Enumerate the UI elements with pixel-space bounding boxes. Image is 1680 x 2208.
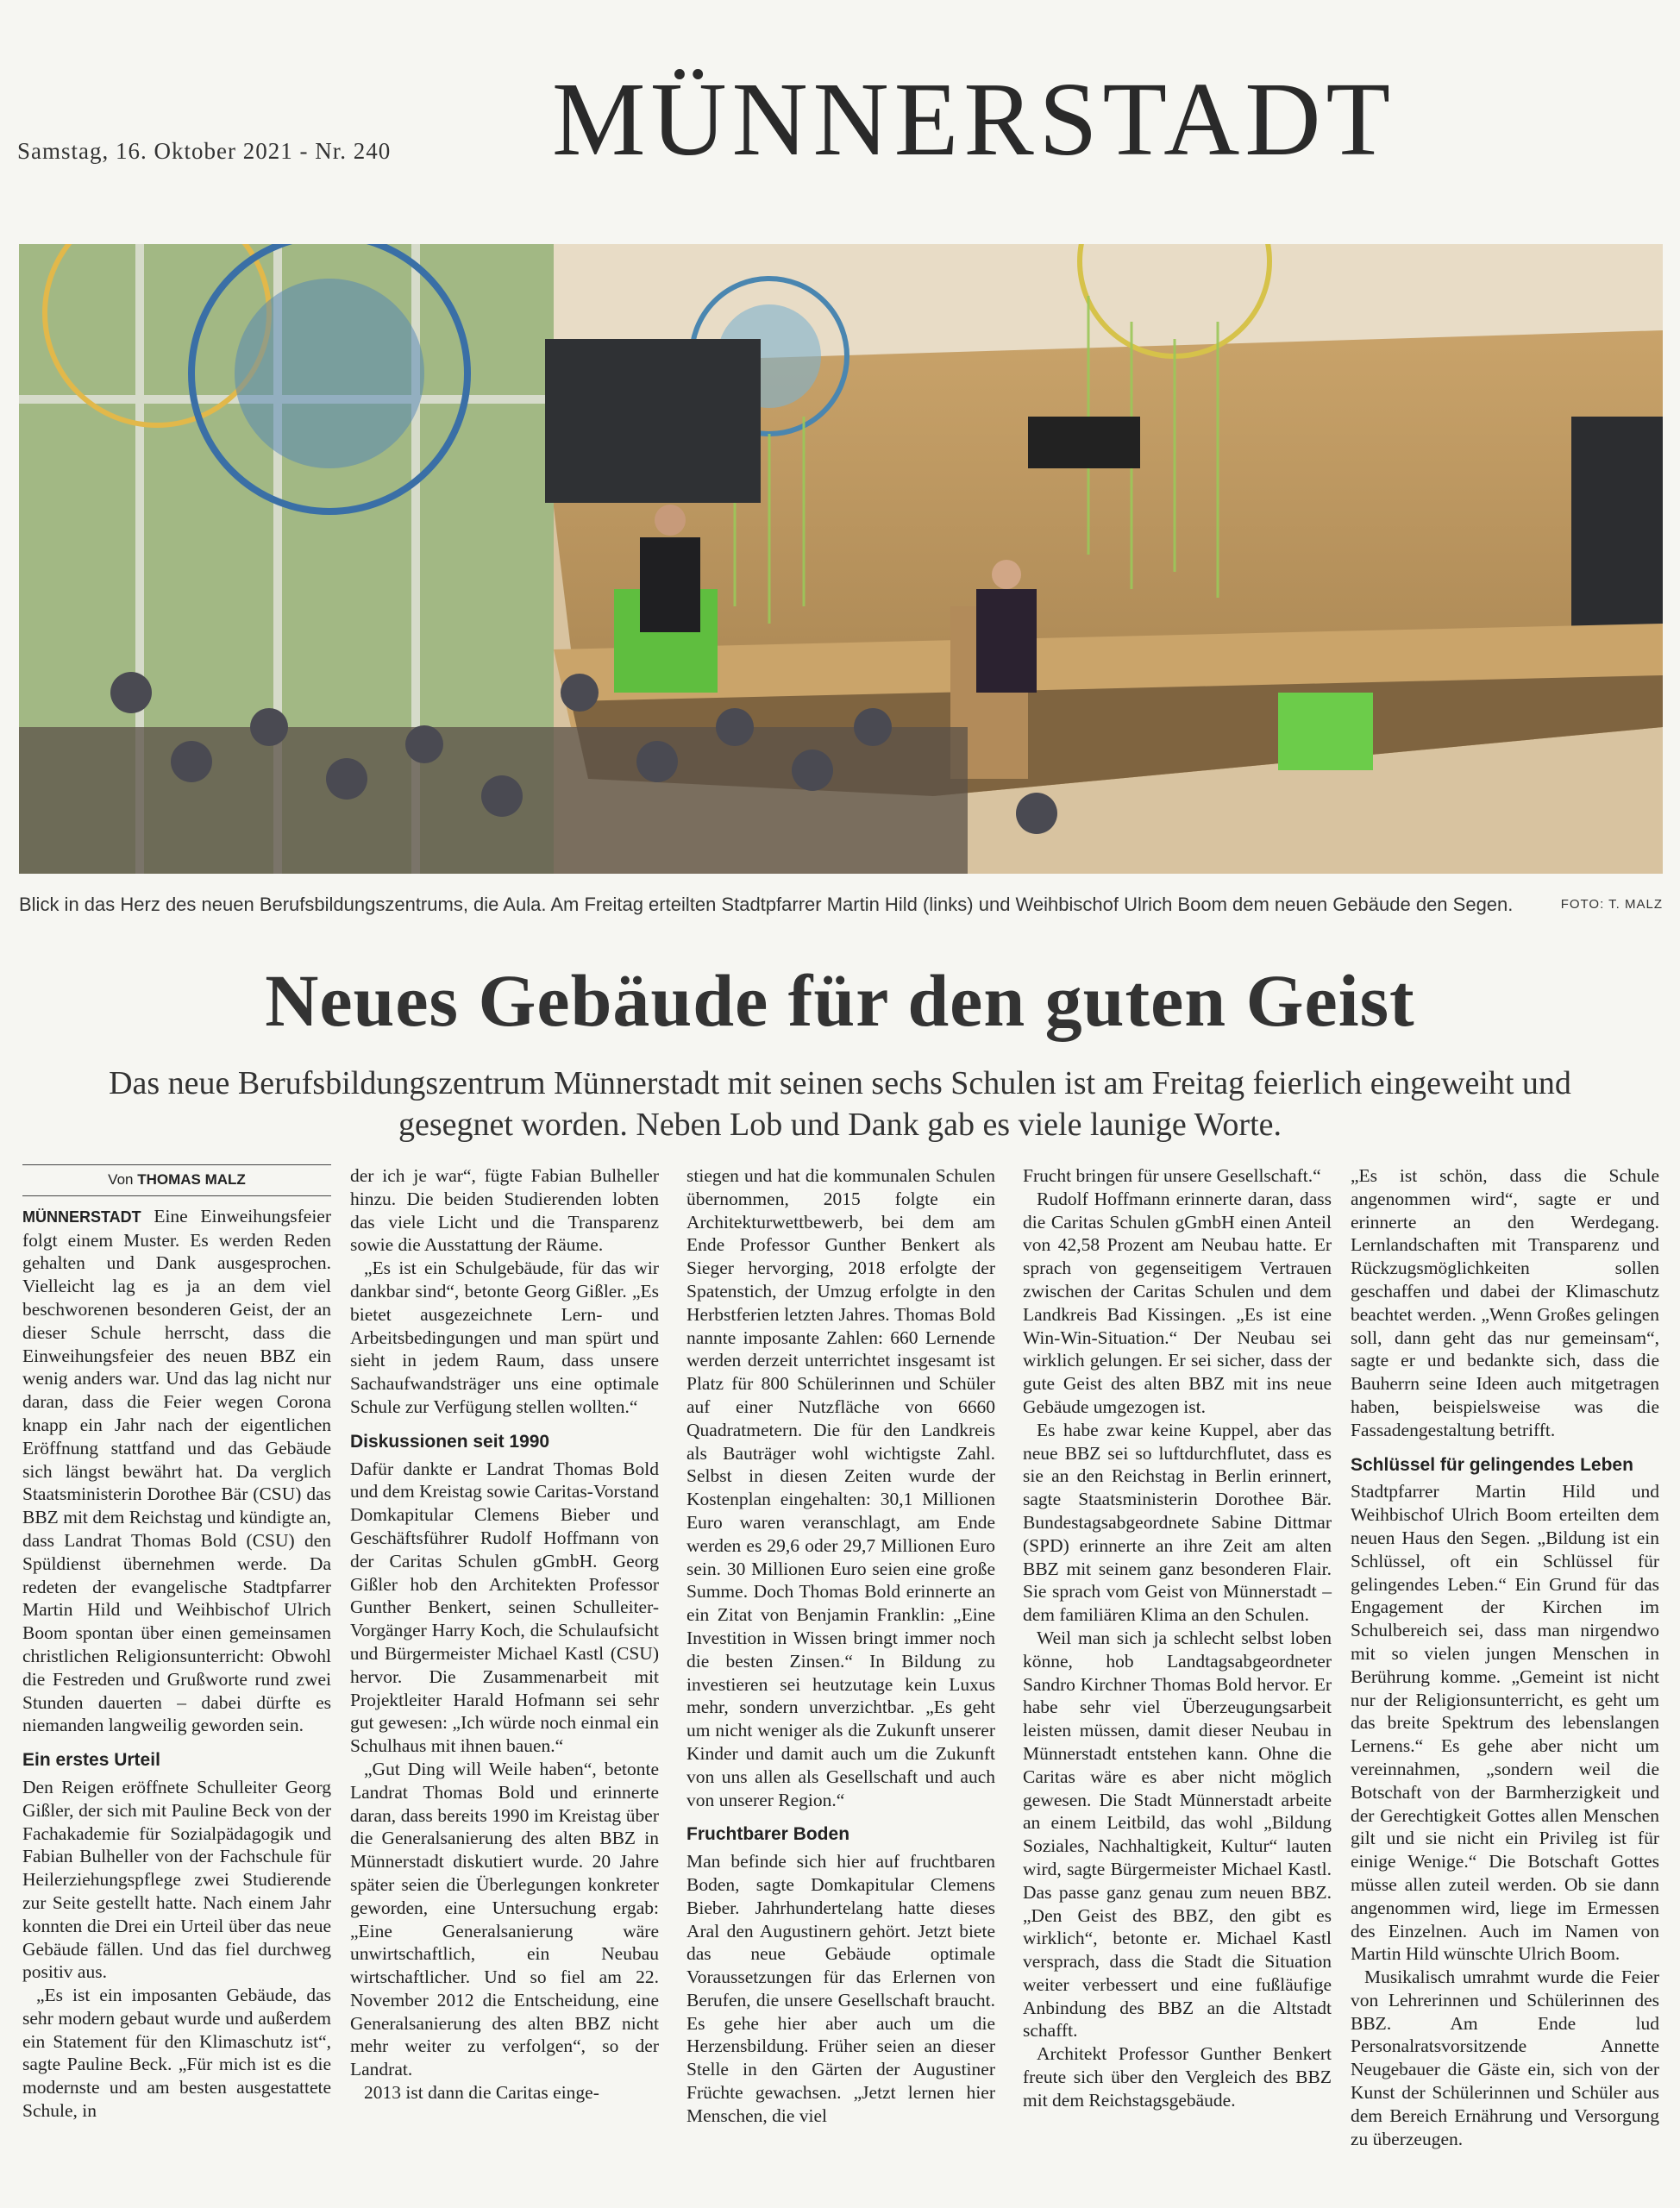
- paragraph: Rudolf Hoffmann erinnerte daran, dass die Caritas Schulen gGmbH einen Anteil von 42,58 Prozent am Neubau hatte. Er sprach von gegenseitigem Vertrauen zwischen der Caritas Schulen und dem Landkreis Bad Kissingen. „Es ist eine Win-Win-Situation.“ Der Neubau sei wirklich gelungen. Er sei sicher, dass der gute Geist des alten BBZ mit ins neue Gebäude umgezogen ist.: [1023, 1188, 1332, 1417]
- subheading: Fruchtbarer Boden: [686, 1824, 850, 1845]
- paragraph: der ich je war“, fügte Fabian Bulheller hinzu. Die beiden Studierenden lobten das viele Licht und die Transparenz sowie die Ausstattung der Räume.: [350, 1165, 659, 1256]
- dateline: MÜNNERSTADT: [22, 1208, 141, 1226]
- paragraph: „Es ist ein imposanten Gebäude, das sehr modern gebaut wurde und außerdem ein Statement für den Klimaschutz ist“, sagte Pauline Beck. „Für mich ist es die modernste und am besten ausgestattete Schule, in: [22, 1985, 331, 2122]
- aula-photo-illustration: [19, 244, 1663, 874]
- article-headline: Neues Gebäude für den guten Geist: [265, 959, 1415, 1042]
- subheading: Schlüssel für gelingendes Leben: [1351, 1454, 1633, 1475]
- photo-credit: FOTO: T. MALZ: [1560, 897, 1663, 912]
- paragraph: Es habe zwar keine Kuppel, aber das neue BBZ sei so luftdurchflutet, dass es sie an den Reichstag in Berlin erinnert, sagte Staatsministerin Dorothee Bär. Bundestagsabgeordnete Sabine Dittmar (SPD) erinnerte an ihre Zeit am alten BBZ mit seinem ganz besonderen Flair. Sie sprach vom Geist von Münnerstadt – dem familiären Klima an den Schulen.: [1023, 1419, 1332, 1626]
- article-photo: [19, 244, 1663, 874]
- paragraph: Stadtpfarrer Martin Hild und Weihbischof Ulrich Boom erteilten dem neuen Haus den Segen. „Bildung ist ein Schlüssel, oft ein Schlüssel für gelingendes Leben.“ Ein Grund für das Engagement der Kirchen im Schulbereich sei, dass man nirgendwo mit so vielen jungen Menschen in Berührung komme. „Gemeint ist nicht nur der Religionsunterricht, es geht um das breite Spektrum des lebenslangen Lernens.“ Es gehe aber nicht um vereinnahmen, „sondern weil die Botschaft von der Barmherzigkeit und der Gerechtigkeit Gottes allen Menschen gilt und sie nicht ein Privileg ist für einige Wenige.“ Die Botschaft Gottes müsse allen zuteil werden. Ob sie dann angenommen wird, liege im Ermessen des Einzelnen. Auch im Namen von Martin Hild wünschte Ulrich Boom.: [1351, 1481, 1659, 1965]
- issue-date: Samstag, 16. Oktober 2021 - Nr. 240: [17, 138, 392, 164]
- paragraph: Frucht bringen für unsere Gesellschaft.“: [1023, 1165, 1321, 1186]
- article-column-3: [686, 1164, 995, 2128]
- article-column-1: [22, 1164, 331, 2123]
- paragraph: Musikalisch umrahmt wurde die Feier von Lehrerinnen und Schülerinnen des BBZ. Am Ende lud Personalratsvorsitzende Annette Neugebauer die Gäste ein, sich von der Kunst der Schülerinnen und Schüler aus dem Bereich Ernährung und Versorgung zu überzeugen.: [1351, 1966, 1659, 2149]
- byline: [22, 1164, 331, 1196]
- masthead: MÜNNERSTADT: [552, 61, 1396, 178]
- paragraph: Architekt Professor Gunther Benkert freute sich über den Vergleich des BBZ mit dem Reichstagsgebäude.: [1023, 2043, 1332, 2111]
- byline-prefix: Von: [108, 1171, 134, 1188]
- paragraph: stiegen und hat die kommunalen Schulen übernommen, 2015 folgte ein Architekturwettbewerb, bei dem am Ende Professor Gunther Benkert als Sieger hervorging, 2018 erfolgte der Spatenstich, der Umzug erfolgte in den Herbstferien letzten Jahres. Thomas Bold nannte imposante Zahlen: 660 Lernende werden derzeit unterrichtet insgesamt ist Platz für 800 Schülerinnen und Schüler auf einer Nutzfläche von 6660 Quadratmetern. Die für den Landkreis als Bauträger wohl wichtigste Zahl. Selbst in diesen Zeiten wurde der Kostenplan eingehalten: 30,1 Millionen Euro waren veranschlagt, am Ende werden es 29,6 oder 29,7 Millionen Euro sein. 30 Millionen Euro seien eine große Summe. Doch Thomas Bold erinnerte an ein Zitat von Benjamin Franklin: „Eine Investition in Wissen bringt immer noch die besten Zinsen.“ In Bildung zu investieren sei heutzutage kein Luxus mehr, sondern unverzichtbar. „Es geht um nicht weniger als die Zukunft unserer Kinder und damit auch um die Zukunft von uns allen als Gesellschaft und auch von unserer Region.“: [686, 1165, 995, 1810]
- byline-author: THOMAS MALZ: [137, 1171, 246, 1188]
- photo-caption: [19, 894, 1663, 916]
- subheading: Ein erstes Urteil: [22, 1750, 160, 1771]
- paragraph: „Es ist schön, dass die Schule angenommen wird“, sagte er und erinnerte an den Werdegang. Lernlandschaften mit Transparenz und Rückzugsmöglichkeiten sollen geschaffen und dabei der Klimaschutz beachtet werden. „Wenn Großes gelingen soll, dann geht das nur gemeinsam“, sagte er und bedankte sich, dass die Bauherrn seine Ideen auch mitgetragen haben, beispielsweise was die Fassadengestaltung betrifft.: [1351, 1165, 1659, 1440]
- paragraph: Man befinde sich hier auf fruchtbaren Boden, sagte Domkapitular Clemens Bieber. Jahrhundertelang hatte dieses Aral den Augustinern gehört. Jetzt biete das neue Gebäude optimale Voraussetzungen für das Erlernen von Berufen, die unsere Gesellschaft braucht. Es gehe hier aber auch um die Herzensbildung. Früher seien an dieser Stelle in den Gärten der Augustiner Früchte gewachsen. „Jetzt lernen hier Menschen, die viel: [686, 1851, 995, 2126]
- paragraph: 2013 ist dann die Caritas einge-: [364, 2082, 599, 2104]
- photo-caption-text: Blick in das Herz des neuen Berufsbildungszentrums, die Aula. Am Freitag erteilten Stadtpfarrer Martin Hild (links) und Weihbischof Ulrich Boom dem neuen Gebäude den Segen.: [19, 894, 1514, 915]
- article-subhead: Das neue Berufsbildungszentrum Münnerstadt mit seinen sechs Schulen ist am Freitag feierlich eingeweiht und gesegnet worden. Neben Lob und Dank gab es viele launige Worte.: [109, 1065, 1571, 1143]
- subheading: Diskussionen seit 1990: [350, 1431, 550, 1452]
- paragraph: Dafür dankte er Landrat Thomas Bold und dem Kreistag sowie Caritas-Vorstand Domkapitular Clemens Bieber und Geschäftsführer Rudolf Hoffmann von der Caritas Schulen gGmbH. Georg Gißler hob den Architekten Professor Gunther Benkert, seinen Schulleiter-Vorgänger Harry Koch, die Schulaufsicht und Bürgermeister Michael Kastl (CSU) hervor. Die Zusammenarbeit mit Projektleiter Harald Hofmann sei sehr gut gewesen: „Ich würde noch einmal ein Schulhaus mit ihnen bauen.“: [350, 1458, 659, 1757]
- paragraph: „Es ist ein Schulgebäude, für das wir dankbar sind“, betonte Georg Gißler. „Es bietet ausgezeichnete Lern- und Arbeitsbedingungen und man spürt und sieht in jedem Raum, dass unsere Sachaufwandsträger uns eine optimale Schule zur Verfügung stellen wollten.“: [350, 1258, 659, 1417]
- paragraph: „Gut Ding will Weile haben“, betonte Landrat Thomas Bold und erinnerte daran, dass bereits 1990 im Kreistag über die Generalsanierung des alten BBZ in Münnerstadt diskutiert wurde. 20 Jahre später seien die Überlegungen konkreter geworden, eine Untersuchung ergab: „Eine Generalsanierung wäre unwirtschaftlich, ein Neubau wirtschaftlicher. Und so fiel am 22. November 2012 die Entscheidung, eine Generalsanierung des alten BBZ nicht mehr weiter zu verfolgen“, so der Landrat.: [350, 1758, 659, 2080]
- paragraph: [22, 1205, 331, 1737]
- paragraph: Den Reigen eröffnete Schulleiter Georg Gißler, der sich mit Pauline Beck von der Fachakademie für Sozialpädagogik und Fabian Bulheller von der Fachschule für Heilerziehungspflege zwei Studierende zur Seite gestellt hatte. Nach einem Jahr konnten die Drei ein Urteil über das neue Gebäude fällen. Und das fiel durchweg positiv aus.: [22, 1776, 331, 1983]
- paragraph-text: Eine Einweihungsfeier folgt einem Muster. Es werden Reden gehalten und Dank ausgesprochen. Vielleicht lag es ja an dem viel beschworenen besonderen Geist, der an dieser Schule herrscht, dass die Einweihungsfeier des neuen BBZ ein wenig anders war. Und das lag nicht nur daran, dass die Feier wegen Corona knapp ein Jahr nach der eigentlichen Eröffnung stattfand und das Gebäude sich längst bewährt hat. Da verglich Staatsministerin Dorothee Bär (CSU) das BBZ mit dem Reichstag und kündigte an, dass Landrat Thomas Bold (CSU) den Spüldienst übernehmen werde. Da redeten der evangelische Stadtpfarrer Martin Hild und Weihbischof Ulrich Boom spontan über einen gemeinsamen christlichen Religionsunterricht: Obwohl die Festreden und Grußworte rund zwei Stunden dauerten – dabei dürfte es niemanden langweilig geworden sein.: [22, 1205, 332, 1736]
- article-column-5: [1351, 1164, 1659, 2150]
- paragraph: Weil man sich ja schlecht selbst loben könne, hob Landtagsabgeordneter Sandro Kirchner Thomas Bold hervor. Er habe sehr viel Überzeugungsarbeit leisten müssen, damit dieser Neubau in Münnerstadt entstehen kann. Ohne die Caritas wäre es aber nicht möglich gewesen. Die Stadt Münnerstadt arbeite an einem Leitbild, das wohl „Bildung Soziales, Nachhaltigkeit, Kultur“ lauten wird, sagte Bürgermeister Michael Kastl. Das passe ganz genau zum neuen BBZ. „Den Geist des BBZ, den gibt es wirklich“, betonte er. Michael Kastl versprach, dass die Stadt die Situation weiter verbessert und eine fußläufige Anbindung des BBZ an die Altstadt schafft.: [1023, 1627, 1332, 2042]
- article-column-2: [350, 1164, 659, 2104]
- article-column-4: [1023, 1164, 1332, 2112]
